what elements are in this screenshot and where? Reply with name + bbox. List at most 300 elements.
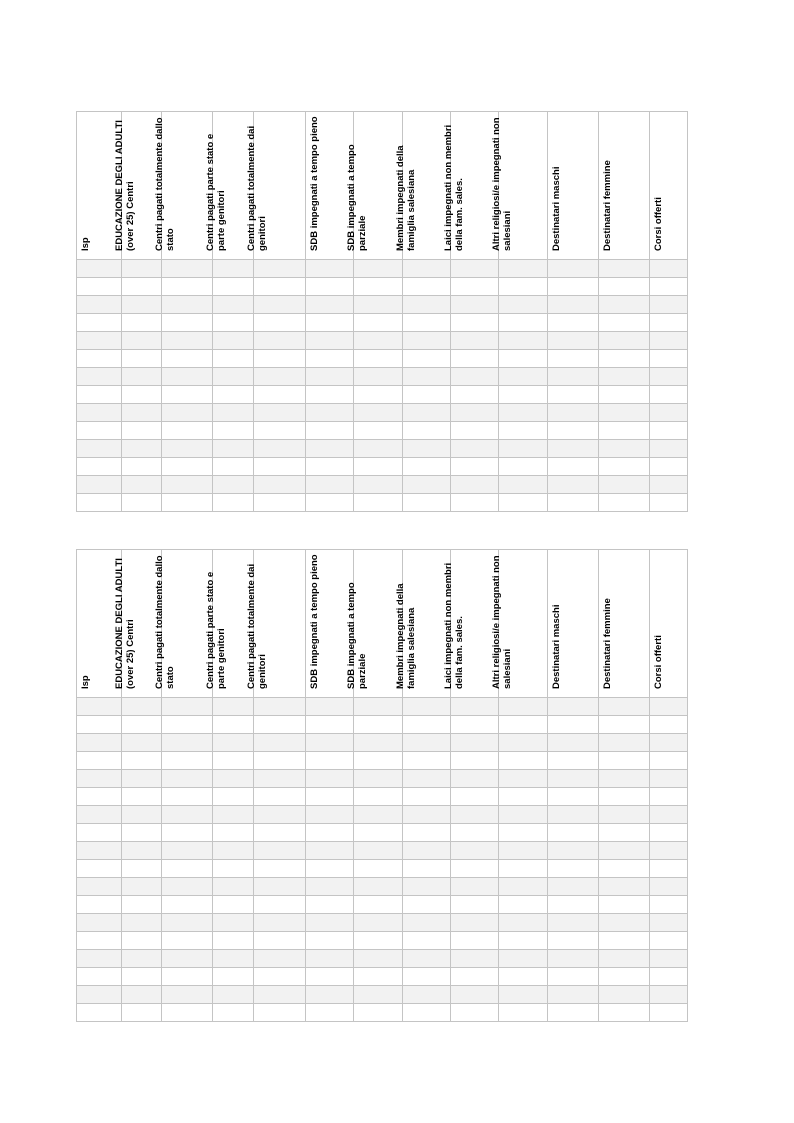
table-cell[interactable] [403, 332, 451, 350]
table-cell[interactable] [77, 296, 122, 314]
table-cell[interactable] [650, 422, 688, 440]
table-cell[interactable] [599, 986, 650, 1004]
table-cell[interactable] [650, 314, 688, 332]
table-cell[interactable] [213, 458, 254, 476]
table-cell[interactable] [162, 968, 213, 986]
table-cell[interactable] [162, 296, 213, 314]
table-cell[interactable] [122, 476, 162, 494]
table-cell[interactable] [499, 350, 548, 368]
table-cell[interactable] [122, 878, 162, 896]
table-cell[interactable] [122, 806, 162, 824]
table-cell[interactable] [254, 458, 306, 476]
table-cell[interactable] [599, 332, 650, 350]
table-cell[interactable] [213, 440, 254, 458]
table-cell[interactable] [548, 896, 599, 914]
table-cell[interactable] [403, 368, 451, 386]
table-cell[interactable] [548, 770, 599, 788]
table-cell[interactable] [122, 716, 162, 734]
table-cell[interactable] [77, 386, 122, 404]
table-cell[interactable] [77, 350, 122, 368]
table-cell[interactable] [499, 1004, 548, 1022]
table-cell[interactable] [499, 698, 548, 716]
table-cell[interactable] [354, 278, 403, 296]
table-cell[interactable] [162, 806, 213, 824]
table-cell[interactable] [77, 932, 122, 950]
table-cell[interactable] [451, 422, 499, 440]
table-cell[interactable] [650, 386, 688, 404]
table-cell[interactable] [451, 752, 499, 770]
table-cell[interactable] [650, 968, 688, 986]
table-cell[interactable] [451, 386, 499, 404]
table-cell[interactable] [354, 752, 403, 770]
table-cell[interactable] [650, 476, 688, 494]
table-cell[interactable] [451, 860, 499, 878]
table-cell[interactable] [548, 860, 599, 878]
table-cell[interactable] [650, 1004, 688, 1022]
table-cell[interactable] [451, 770, 499, 788]
table-cell[interactable] [162, 914, 213, 932]
table-cell[interactable] [499, 950, 548, 968]
table-cell[interactable] [403, 296, 451, 314]
table-cell[interactable] [650, 368, 688, 386]
table-cell[interactable] [403, 806, 451, 824]
table-cell[interactable] [451, 806, 499, 824]
table-cell[interactable] [77, 494, 122, 512]
table-cell[interactable] [254, 860, 306, 878]
table-cell[interactable] [77, 770, 122, 788]
table-cell[interactable] [213, 770, 254, 788]
table-cell[interactable] [599, 806, 650, 824]
table-cell[interactable] [650, 986, 688, 1004]
table-cell[interactable] [213, 422, 254, 440]
table-cell[interactable] [548, 734, 599, 752]
table-cell[interactable] [451, 476, 499, 494]
table-cell[interactable] [213, 278, 254, 296]
table-cell[interactable] [306, 806, 354, 824]
table-cell[interactable] [499, 896, 548, 914]
table-cell[interactable] [122, 440, 162, 458]
table-cell[interactable] [548, 476, 599, 494]
table-cell[interactable] [354, 770, 403, 788]
table-cell[interactable] [548, 824, 599, 842]
table-cell[interactable] [122, 950, 162, 968]
table-cell[interactable] [213, 986, 254, 1004]
table-cell[interactable] [162, 332, 213, 350]
table-cell[interactable] [403, 350, 451, 368]
table-cell[interactable] [548, 932, 599, 950]
table-cell[interactable] [122, 914, 162, 932]
table-cell[interactable] [599, 734, 650, 752]
table-cell[interactable] [77, 860, 122, 878]
table-cell[interactable] [162, 950, 213, 968]
table-cell[interactable] [122, 842, 162, 860]
table-cell[interactable] [306, 698, 354, 716]
table-cell[interactable] [77, 422, 122, 440]
table-cell[interactable] [403, 914, 451, 932]
table-cell[interactable] [77, 458, 122, 476]
table-cell[interactable] [254, 968, 306, 986]
table-cell[interactable] [499, 806, 548, 824]
table-cell[interactable] [254, 752, 306, 770]
table-cell[interactable] [650, 698, 688, 716]
table-cell[interactable] [499, 752, 548, 770]
table-cell[interactable] [599, 914, 650, 932]
table-cell[interactable] [499, 260, 548, 278]
table-cell[interactable] [403, 404, 451, 422]
table-cell[interactable] [650, 332, 688, 350]
table-cell[interactable] [162, 716, 213, 734]
table-cell[interactable] [403, 278, 451, 296]
table-cell[interactable] [354, 386, 403, 404]
table-cell[interactable] [254, 278, 306, 296]
table-cell[interactable] [77, 788, 122, 806]
table-cell[interactable] [451, 932, 499, 950]
table-cell[interactable] [254, 716, 306, 734]
table-cell[interactable] [650, 260, 688, 278]
table-cell[interactable] [650, 404, 688, 422]
table-cell[interactable] [548, 698, 599, 716]
table-cell[interactable] [499, 968, 548, 986]
table-cell[interactable] [451, 914, 499, 932]
table-cell[interactable] [354, 260, 403, 278]
table-cell[interactable] [650, 716, 688, 734]
table-cell[interactable] [499, 770, 548, 788]
table-cell[interactable] [254, 698, 306, 716]
table-cell[interactable] [451, 314, 499, 332]
table-cell[interactable] [354, 860, 403, 878]
table-cell[interactable] [306, 734, 354, 752]
table-cell[interactable] [162, 368, 213, 386]
table-cell[interactable] [254, 842, 306, 860]
table-cell[interactable] [403, 698, 451, 716]
table-cell[interactable] [162, 932, 213, 950]
table-cell[interactable] [403, 842, 451, 860]
table-cell[interactable] [451, 1004, 499, 1022]
table-cell[interactable] [122, 404, 162, 422]
table-cell[interactable] [650, 350, 688, 368]
table-cell[interactable] [403, 788, 451, 806]
table-cell[interactable] [162, 476, 213, 494]
table-cell[interactable] [77, 824, 122, 842]
table-cell[interactable] [77, 278, 122, 296]
table-cell[interactable] [599, 950, 650, 968]
table-cell[interactable] [213, 752, 254, 770]
table-cell[interactable] [122, 296, 162, 314]
table-cell[interactable] [162, 404, 213, 422]
table-cell[interactable] [162, 824, 213, 842]
table-cell[interactable] [77, 260, 122, 278]
table-cell[interactable] [650, 296, 688, 314]
table-cell[interactable] [254, 386, 306, 404]
table-cell[interactable] [306, 932, 354, 950]
table-cell[interactable] [650, 842, 688, 860]
table-cell[interactable] [499, 422, 548, 440]
table-cell[interactable] [162, 386, 213, 404]
table-cell[interactable] [403, 770, 451, 788]
table-cell[interactable] [599, 1004, 650, 1022]
table-cell[interactable] [403, 386, 451, 404]
table-cell[interactable] [650, 878, 688, 896]
table-cell[interactable] [162, 350, 213, 368]
table-cell[interactable] [548, 1004, 599, 1022]
table-cell[interactable] [451, 788, 499, 806]
table-cell[interactable] [354, 950, 403, 968]
table-cell[interactable] [650, 440, 688, 458]
table-cell[interactable] [77, 986, 122, 1004]
table-cell[interactable] [77, 314, 122, 332]
table-cell[interactable] [354, 788, 403, 806]
table-cell[interactable] [354, 932, 403, 950]
table-cell[interactable] [499, 404, 548, 422]
table-cell[interactable] [650, 770, 688, 788]
table-cell[interactable] [122, 932, 162, 950]
table-cell[interactable] [213, 476, 254, 494]
table-cell[interactable] [254, 914, 306, 932]
table-cell[interactable] [77, 896, 122, 914]
table-cell[interactable] [354, 716, 403, 734]
table-cell[interactable] [254, 440, 306, 458]
table-cell[interactable] [451, 842, 499, 860]
table-cell[interactable] [548, 806, 599, 824]
table-cell[interactable] [403, 968, 451, 986]
table-cell[interactable] [403, 440, 451, 458]
table-cell[interactable] [306, 458, 354, 476]
table-cell[interactable] [599, 368, 650, 386]
table-cell[interactable] [254, 806, 306, 824]
table-cell[interactable] [599, 896, 650, 914]
table-cell[interactable] [499, 878, 548, 896]
table-cell[interactable] [548, 296, 599, 314]
table-cell[interactable] [548, 986, 599, 1004]
table-cell[interactable] [599, 314, 650, 332]
table-cell[interactable] [548, 494, 599, 512]
table-cell[interactable] [354, 698, 403, 716]
table-cell[interactable] [306, 422, 354, 440]
table-cell[interactable] [213, 332, 254, 350]
table-cell[interactable] [306, 986, 354, 1004]
table-cell[interactable] [162, 1004, 213, 1022]
table-cell[interactable] [499, 842, 548, 860]
table-cell[interactable] [650, 914, 688, 932]
table-cell[interactable] [548, 404, 599, 422]
table-cell[interactable] [77, 476, 122, 494]
table-cell[interactable] [548, 278, 599, 296]
table-cell[interactable] [122, 422, 162, 440]
table-cell[interactable] [306, 494, 354, 512]
table-cell[interactable] [650, 458, 688, 476]
table-cell[interactable] [254, 404, 306, 422]
table-cell[interactable] [650, 752, 688, 770]
table-cell[interactable] [306, 860, 354, 878]
table-cell[interactable] [306, 914, 354, 932]
table-cell[interactable] [306, 752, 354, 770]
table-cell[interactable] [306, 476, 354, 494]
table-cell[interactable] [254, 314, 306, 332]
table-cell[interactable] [403, 716, 451, 734]
table-cell[interactable] [650, 734, 688, 752]
table-cell[interactable] [122, 788, 162, 806]
table-cell[interactable] [354, 896, 403, 914]
table-cell[interactable] [403, 494, 451, 512]
table-cell[interactable] [451, 968, 499, 986]
table-cell[interactable] [599, 788, 650, 806]
table-cell[interactable] [451, 368, 499, 386]
table-cell[interactable] [548, 386, 599, 404]
table-cell[interactable] [354, 986, 403, 1004]
table-cell[interactable] [548, 440, 599, 458]
table-cell[interactable] [499, 386, 548, 404]
table-cell[interactable] [213, 350, 254, 368]
table-cell[interactable] [162, 770, 213, 788]
table-cell[interactable] [499, 314, 548, 332]
table-cell[interactable] [77, 878, 122, 896]
table-cell[interactable] [548, 788, 599, 806]
table-cell[interactable] [306, 896, 354, 914]
table-cell[interactable] [213, 950, 254, 968]
table-cell[interactable] [306, 278, 354, 296]
table-cell[interactable] [650, 860, 688, 878]
table-cell[interactable] [599, 422, 650, 440]
table-cell[interactable] [213, 860, 254, 878]
table-cell[interactable] [548, 968, 599, 986]
table-cell[interactable] [162, 896, 213, 914]
table-cell[interactable] [306, 968, 354, 986]
table-cell[interactable] [403, 458, 451, 476]
table-cell[interactable] [548, 458, 599, 476]
table-cell[interactable] [254, 950, 306, 968]
table-cell[interactable] [354, 494, 403, 512]
table-cell[interactable] [122, 314, 162, 332]
table-cell[interactable] [162, 860, 213, 878]
table-cell[interactable] [354, 350, 403, 368]
table-cell[interactable] [306, 350, 354, 368]
table-cell[interactable] [122, 968, 162, 986]
table-cell[interactable] [122, 458, 162, 476]
table-cell[interactable] [548, 716, 599, 734]
table-cell[interactable] [306, 440, 354, 458]
table-cell[interactable] [306, 716, 354, 734]
table-cell[interactable] [599, 860, 650, 878]
table-cell[interactable] [77, 968, 122, 986]
table-cell[interactable] [548, 950, 599, 968]
table-cell[interactable] [354, 878, 403, 896]
table-cell[interactable] [254, 476, 306, 494]
table-cell[interactable] [451, 698, 499, 716]
table-cell[interactable] [254, 932, 306, 950]
table-cell[interactable] [499, 296, 548, 314]
table-cell[interactable] [213, 386, 254, 404]
table-cell[interactable] [548, 422, 599, 440]
table-cell[interactable] [254, 878, 306, 896]
table-cell[interactable] [354, 314, 403, 332]
table-cell[interactable] [77, 734, 122, 752]
table-cell[interactable] [499, 788, 548, 806]
table-cell[interactable] [77, 1004, 122, 1022]
table-cell[interactable] [122, 368, 162, 386]
table-cell[interactable] [451, 896, 499, 914]
table-cell[interactable] [499, 824, 548, 842]
table-cell[interactable] [354, 404, 403, 422]
table-cell[interactable] [499, 332, 548, 350]
table-cell[interactable] [162, 842, 213, 860]
table-cell[interactable] [122, 1004, 162, 1022]
table-cell[interactable] [306, 950, 354, 968]
table-cell[interactable] [254, 788, 306, 806]
table-cell[interactable] [122, 770, 162, 788]
table-cell[interactable] [548, 332, 599, 350]
table-cell[interactable] [213, 788, 254, 806]
table-cell[interactable] [599, 278, 650, 296]
table-cell[interactable] [354, 422, 403, 440]
table-cell[interactable] [254, 296, 306, 314]
table-cell[interactable] [548, 350, 599, 368]
table-cell[interactable] [451, 350, 499, 368]
table-cell[interactable] [254, 734, 306, 752]
table-cell[interactable] [254, 896, 306, 914]
table-cell[interactable] [403, 1004, 451, 1022]
table-cell[interactable] [548, 368, 599, 386]
table-cell[interactable] [599, 404, 650, 422]
table-cell[interactable] [77, 698, 122, 716]
table-cell[interactable] [77, 752, 122, 770]
table-cell[interactable] [162, 458, 213, 476]
table-cell[interactable] [499, 494, 548, 512]
table-cell[interactable] [254, 1004, 306, 1022]
table-cell[interactable] [213, 314, 254, 332]
table-cell[interactable] [403, 260, 451, 278]
table-cell[interactable] [213, 296, 254, 314]
table-cell[interactable] [354, 734, 403, 752]
table-cell[interactable] [354, 968, 403, 986]
table-cell[interactable] [548, 914, 599, 932]
table-cell[interactable] [254, 824, 306, 842]
table-cell[interactable] [599, 824, 650, 842]
table-cell[interactable] [162, 314, 213, 332]
table-cell[interactable] [599, 842, 650, 860]
table-cell[interactable] [451, 278, 499, 296]
table-cell[interactable] [354, 458, 403, 476]
table-cell[interactable] [451, 458, 499, 476]
table-cell[interactable] [354, 368, 403, 386]
table-cell[interactable] [354, 476, 403, 494]
table-cell[interactable] [77, 404, 122, 422]
table-cell[interactable] [213, 824, 254, 842]
table-cell[interactable] [122, 386, 162, 404]
table-cell[interactable] [650, 950, 688, 968]
table-cell[interactable] [162, 878, 213, 896]
table-cell[interactable] [599, 494, 650, 512]
table-cell[interactable] [77, 716, 122, 734]
table-cell[interactable] [451, 296, 499, 314]
table-cell[interactable] [499, 440, 548, 458]
table-cell[interactable] [122, 734, 162, 752]
table-cell[interactable] [213, 914, 254, 932]
table-cell[interactable] [499, 860, 548, 878]
table-cell[interactable] [122, 752, 162, 770]
table-cell[interactable] [451, 332, 499, 350]
table-cell[interactable] [254, 368, 306, 386]
table-cell[interactable] [650, 824, 688, 842]
table-cell[interactable] [77, 332, 122, 350]
table-cell[interactable] [499, 278, 548, 296]
table-cell[interactable] [499, 476, 548, 494]
table-cell[interactable] [403, 752, 451, 770]
table-cell[interactable] [599, 968, 650, 986]
table-cell[interactable] [499, 458, 548, 476]
table-cell[interactable] [213, 368, 254, 386]
table-cell[interactable] [599, 716, 650, 734]
table-cell[interactable] [451, 440, 499, 458]
